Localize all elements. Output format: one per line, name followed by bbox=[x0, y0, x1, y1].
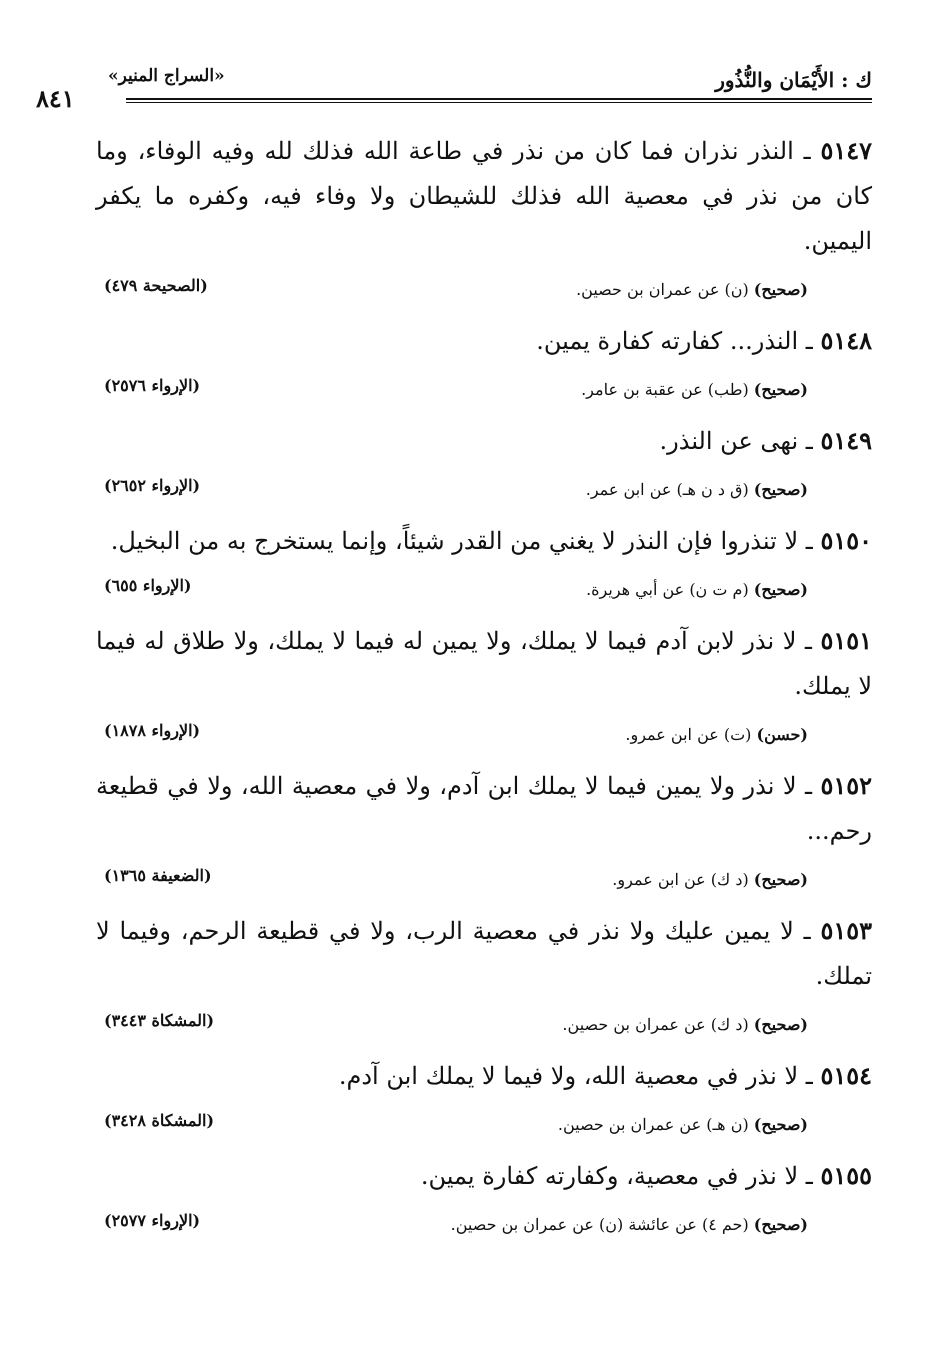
hadith-number: ٥١٥٣ bbox=[820, 916, 872, 945]
hadith-grade: (صحيح) bbox=[753, 380, 808, 399]
hadith-reference: (الإرواء ٢٦٥٢) bbox=[104, 476, 201, 495]
hadith-entry bbox=[96, 618, 872, 755]
hadith-reference: (الإرواء ٢٥٧٧) bbox=[104, 1211, 201, 1230]
hadith-number: ٥١٤٧ bbox=[820, 136, 872, 165]
hadith-source bbox=[96, 1105, 872, 1145]
hadith-entry bbox=[96, 318, 872, 410]
hadith-body: لا يمين عليك ولا نذر في معصية الرب، ولا في قطيعة الرحم، وفيما لا تملك. bbox=[96, 917, 872, 990]
hadith-entry bbox=[96, 418, 872, 510]
page-number: ٨٤١ bbox=[36, 84, 75, 113]
hadith-reference: (الإرواء ١٨٧٨) bbox=[104, 721, 201, 740]
hadith-source bbox=[96, 860, 872, 900]
hadith-entry bbox=[96, 908, 872, 1045]
hadith-narrator: (د ك) عن ابن عمرو. bbox=[612, 870, 749, 889]
hadith-entry bbox=[96, 1153, 872, 1245]
hadith-source bbox=[96, 570, 872, 610]
hadith-narrator: (طب) عن عقبة بن عامر. bbox=[581, 380, 749, 399]
hadith-body: النذر نذران فما كان من نذر في طاعة الله فذلك لله وفيه الوفاء، وما كان من نذر في معصية الله فذلك للشيطان ولا وفاء فيه، وكفره ما يكفر اليمين. bbox=[96, 137, 872, 255]
hadith-grade: (صحيح) bbox=[753, 280, 808, 299]
hadith-grade: (صحيح) bbox=[753, 1115, 808, 1134]
hadith-grade: (صحيح) bbox=[753, 870, 808, 889]
header-rule-thin bbox=[126, 102, 872, 103]
hadith-narrator: (ق د ن هـ) عن ابن عمر. bbox=[585, 480, 749, 499]
hadith-body: نهى عن النذر. bbox=[659, 427, 799, 455]
hadith-grade: (حسن) bbox=[756, 725, 808, 744]
hadith-body: النذر... كفارته كفارة يمين. bbox=[536, 327, 799, 355]
book-title: «السراج المنير» bbox=[108, 66, 225, 86]
hadith-body: لا نذر في معصية، وكفارته كفارة يمين. bbox=[420, 1162, 799, 1190]
hadith-grade: (صحيح) bbox=[753, 1015, 808, 1034]
hadith-entry bbox=[96, 1053, 872, 1145]
hadith-reference: (المشكاة ٣٤٤٣) bbox=[104, 1011, 215, 1030]
hadith-grade: (صحيح) bbox=[753, 1215, 808, 1234]
hadith-reference: (الضعيفة ١٣٦٥) bbox=[104, 866, 212, 885]
hadith-source bbox=[96, 1005, 872, 1045]
hadith-narrator: (ن) عن عمران بن حصين. bbox=[576, 280, 749, 299]
hadith-reference: (الصحيحة ٤٧٩) bbox=[104, 276, 208, 295]
hadith-narrator: (حم ٤) عن عائشة (ن) عن عمران بن حصين. bbox=[450, 1215, 749, 1234]
hadith-body: لا نذر لابن آدم فيما لا يملك، ولا يمين له فيما لا يملك، ولا طلاق له فيما لا يملك. bbox=[96, 627, 872, 700]
hadith-narrator: (م ت ن) عن أبي هريرة. bbox=[586, 580, 749, 599]
running-header bbox=[36, 62, 872, 113]
hadith-narrator: (د ك) عن عمران بن حصين. bbox=[562, 1015, 749, 1034]
hadith-text: ٥١٤٩ ـ نهى عن النذر. bbox=[659, 426, 872, 455]
header-rule bbox=[126, 98, 872, 100]
hadith-source bbox=[96, 1205, 872, 1245]
hadith-number: ٥١٤٨ bbox=[820, 326, 872, 355]
hadith-number: ٥١٥٤ bbox=[820, 1061, 872, 1090]
hadith-grade: (صحيح) bbox=[753, 480, 808, 499]
chapter-title: ك : الأَيْمَان والنُّذُور bbox=[715, 68, 872, 92]
hadith-narrator: (ن هـ) عن عمران بن حصين. bbox=[557, 1115, 749, 1134]
hadith-body: لا تنذروا فإن النذر لا يغني من القدر شيئاً، وإنما يستخرج به من البخيل. bbox=[110, 527, 799, 555]
hadith-number: ٥١٥٠ bbox=[820, 526, 872, 555]
hadith-text: ٥١٥٣ ـ لا يمين عليك ولا نذر في معصية الرب، ولا في قطيعة الرحم، وفيما لا تملك. bbox=[96, 916, 872, 990]
hadith-source bbox=[96, 470, 872, 510]
hadith-reference: (المشكاة ٣٤٢٨) bbox=[104, 1111, 215, 1130]
hadith-number: ٥١٥٢ bbox=[820, 771, 872, 800]
hadith-entry bbox=[96, 518, 872, 610]
hadith-number: ٥١٤٩ bbox=[820, 426, 872, 455]
hadith-text: ٥١٥٠ ـ لا تنذروا فإن النذر لا يغني من القدر شيئاً، وإنما يستخرج به من البخيل. bbox=[110, 526, 872, 555]
hadith-number: ٥١٥٥ bbox=[820, 1161, 872, 1190]
hadith-narrator: (ت) عن ابن عمرو. bbox=[625, 725, 752, 744]
hadith-text: ٥١٤٧ ـ النذر نذران فما كان من نذر في طاعة الله فذلك لله وفيه الوفاء، وما كان من نذر في معصية الله فذلك للشيطان ولا وفاء فيه، وكفره ما يكفر اليمين. bbox=[96, 136, 872, 255]
hadith-number: ٥١٥١ bbox=[820, 626, 872, 655]
hadith-source bbox=[96, 370, 872, 410]
hadith-text: ٥١٥٢ ـ لا نذر ولا يمين فيما لا يملك ابن آدم، ولا في معصية الله، ولا في قطيعة رحم... bbox=[96, 771, 872, 845]
hadith-body: لا نذر ولا يمين فيما لا يملك ابن آدم، ولا في معصية الله، ولا في قطيعة رحم... bbox=[96, 772, 872, 845]
hadith-text: ٥١٥١ ـ لا نذر لابن آدم فيما لا يملك، ولا يمين له فيما لا يملك، ولا طلاق له فيما لا يملك. bbox=[96, 626, 872, 700]
hadith-source bbox=[96, 270, 872, 310]
hadith-text: ٥١٥٤ ـ لا نذر في معصية الله، ولا فيما لا يملك ابن آدم. bbox=[338, 1061, 872, 1090]
hadith-reference: (الإرواء ٢٥٧٦) bbox=[104, 376, 201, 395]
hadith-body: لا نذر في معصية الله، ولا فيما لا يملك ابن آدم. bbox=[338, 1062, 799, 1090]
hadith-reference: (الإرواء ٦٥٥) bbox=[104, 576, 192, 595]
hadith-entry bbox=[96, 128, 872, 310]
hadith-grade: (صحيح) bbox=[753, 580, 808, 599]
hadith-source bbox=[96, 715, 872, 755]
hadith-entry bbox=[96, 763, 872, 900]
hadith-text: ٥١٤٨ ـ النذر... كفارته كفارة يمين. bbox=[536, 326, 872, 355]
hadith-text: ٥١٥٥ ـ لا نذر في معصية، وكفارته كفارة يمين. bbox=[420, 1161, 872, 1190]
hadith-list bbox=[96, 128, 872, 1253]
